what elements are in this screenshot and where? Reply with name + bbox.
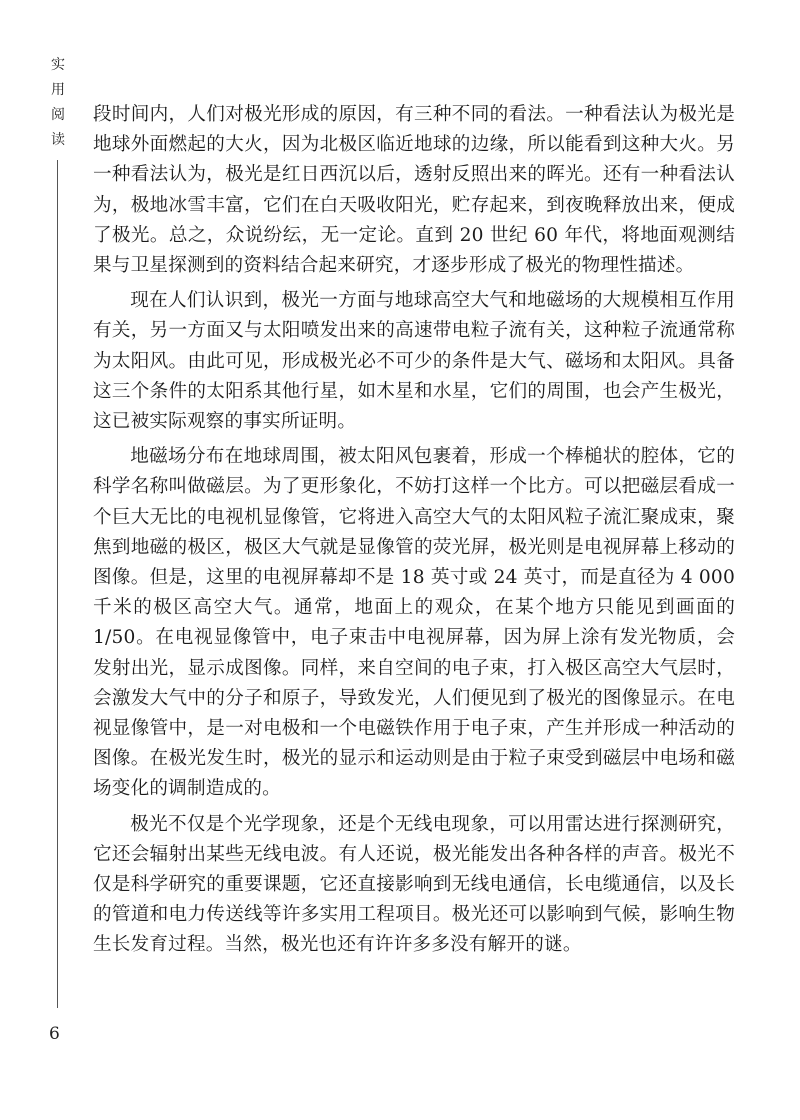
article-body: [93, 100, 735, 966]
section-label-char: 阅: [51, 107, 65, 123]
section-label: [49, 53, 67, 153]
section-label-char: 用: [51, 82, 65, 98]
paragraph: 段时间内，人们对极光形成的原因，有三种不同的看法。一种看法认为极光是地球外面燃起的大火，因为北极区临近地球的边缘，所以能看到这种大火。另一种看法认为，极光是红日西沉以后，透射反照出来的晖光。还有一种看法认为，极地冰雪丰富，它们在白天吸收阳光，贮存起来，到夜晚释放出来，便成了极光。总之，众说纷纭，无一定论。直到 20 世纪 60 年代，将地面观测结果与卫星探测到的资料结合起来研究，才逐步形成了极光的物理性描述。: [93, 104, 735, 277]
paragraph: 地磁场分布在地球周围，被太阳风包裹着，形成一个棒槌状的腔体，它的科学名称叫做磁层。为了更形象化，不妨打这样一个比方。可以把磁层看成一个巨大无比的电视机显像管，它将进入高空大气的太阳风粒子流汇聚成束，聚焦到地磁的极区，极区大气就是显像管的荧光屏，极光则是电视屏幕上移动的图像。但是，这里的电视屏幕却不是 18 英寸或 24 英寸，而是直径为 4 000 千米的极区高空大气。通常，地面上的观众，在某个地方只能见到画面的 1/50。在电视显像管中，电子束击中电视屏幕，因为屏上涂有发光物质，会发射出光，显示成图像。同样，来自空间的电子束，打入极区高空大气层时，会激发大气中的分子和原子，导致发光，人们便见到了极光的图像显示。在电视显像管中，是一对电极和一个电磁铁作用于电子束，产生并形成一种活动的图像。在极光发生时，极光的显示和运动则是由于粒子束受到磁层中电场和磁场变化的调制造成的。: [93, 446, 735, 800]
page-number: 6: [49, 1024, 60, 1044]
paragraph: 现在人们认识到，极光一方面与地球高空大气和地磁场的大规模相互作用有关，另一方面又与太阳喷发出来的高速带电粒子流有关，这种粒子流通常称为太阳风。由此可见，形成极光必不可少的条件是大气、磁场和太阳风。具备这三个条件的太阳系其他行星，如木星和水星，它们的周围，也会产生极光，这已被实际观察的事实所证明。: [93, 290, 735, 433]
section-label-char: 实: [51, 57, 65, 73]
section-label-char: 读: [51, 132, 65, 148]
paragraph: 极光不仅是个光学现象，还是个无线电现象，可以用雷达进行探测研究，它还会辐射出某些无线电波。有人还说，极光能发出各种各样的声音。极光不仅是科学研究的重要课题，它还直接影响到无线电通信，长电缆通信，以及长的管道和电力传送线等许多实用工程项目。极光还可以影响到气候，影响生物生长发育过程。当然，极光也还有许许多多没有解开的谜。: [93, 813, 735, 956]
margin-rule: [57, 160, 58, 1008]
